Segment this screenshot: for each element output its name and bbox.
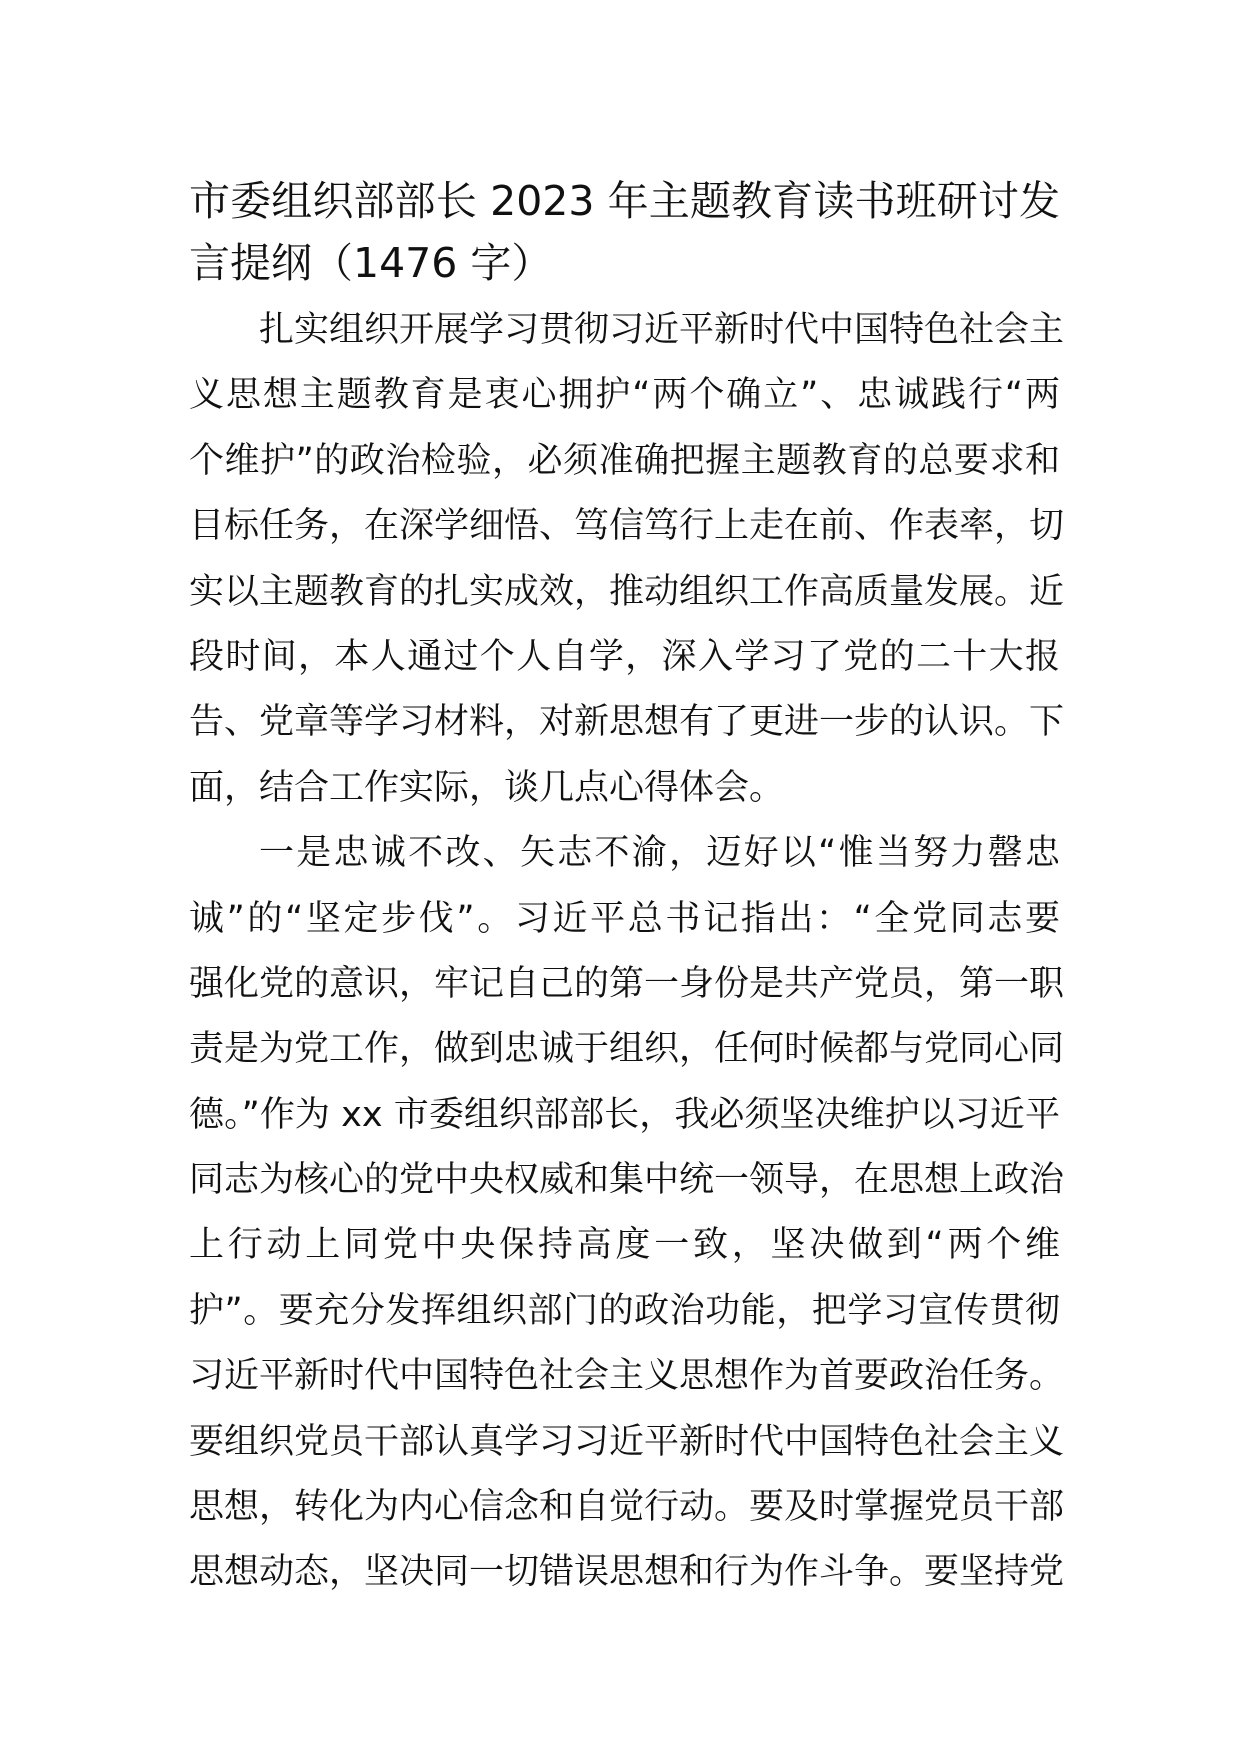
paragraph-line: 实以主题教育的扎实成效，推动组织工作高质量发展。近 xyxy=(189,571,1065,612)
paragraph-line: 诚”的“坚定步伐”。习近平总书记指出：“全党同志要 xyxy=(189,898,1060,939)
paragraph-line: 个维护”的政治检验，必须准确把握主题教育的总要求和 xyxy=(189,440,1060,481)
title-line: 言提纲（1476 字） xyxy=(189,239,553,287)
document-page xyxy=(189,170,1065,1606)
paragraph-line: 责是为党工作，做到忠诚于组织，任何时候都与党同心同 xyxy=(189,1029,1065,1070)
paragraph-point-one xyxy=(189,821,1065,1606)
paragraph-line: 告、党章等学习材料，对新思想有了更进一步的认识。下 xyxy=(189,702,1065,743)
document-title xyxy=(189,170,1060,294)
paragraph-line: 扎实组织开展学习贯彻习近平新时代中国特色社会主 xyxy=(259,310,1065,350)
paragraph-line: 目标任务，在深学细悟、笃信笃行上走在前、作表率，切 xyxy=(189,506,1065,547)
paragraph-line: 思想，转化为内心信念和自觉行动。要及时掌握党员干部 xyxy=(189,1487,1065,1528)
paragraph-line: 强化党的意识，牢记自己的第一身份是共产党员，第一职 xyxy=(189,963,1065,1004)
paragraph-line: 面，结合工作实际，谈几点心得体会。 xyxy=(189,767,785,808)
paragraph-line: 思想动态，坚决同一切错误思想和行为作斗争。要坚持党 xyxy=(189,1552,1065,1593)
paragraph-line: 要组织党员干部认真学习习近平新时代中国特色社会主义 xyxy=(189,1421,1065,1462)
paragraph-line: 一是忠诚不改、矢志不渝，迈好以“惟当努力罄忠 xyxy=(259,833,1060,874)
paragraph-line: 护”。要充分发挥组织部门的政治功能，把学习宣传贯彻 xyxy=(189,1290,1060,1331)
paragraph-intro xyxy=(189,298,1065,821)
paragraph-line: 同志为核心的党中央权威和集中统一领导，在思想上政治 xyxy=(189,1160,1065,1201)
paragraph-line: 习近平新时代中国特色社会主义思想作为首要政治任务。 xyxy=(189,1356,1065,1397)
paragraph-line: 段时间，本人通过个人自学，深入学习了党的二十大报 xyxy=(189,636,1060,677)
paragraph-line: 义思想主题教育是衷心拥护“两个确立”、忠诚践行“两 xyxy=(189,375,1060,416)
title-line: 市委组织部部长 2023 年主题教育读书班研讨发 xyxy=(189,177,1060,225)
paragraph-line: 德。”作为 xx 市委组织部部长，我必须坚决维护以习近平 xyxy=(189,1094,1060,1135)
paragraph-line: 上行动上同党中央保持高度一致，坚决做到“两个维 xyxy=(189,1225,1060,1266)
